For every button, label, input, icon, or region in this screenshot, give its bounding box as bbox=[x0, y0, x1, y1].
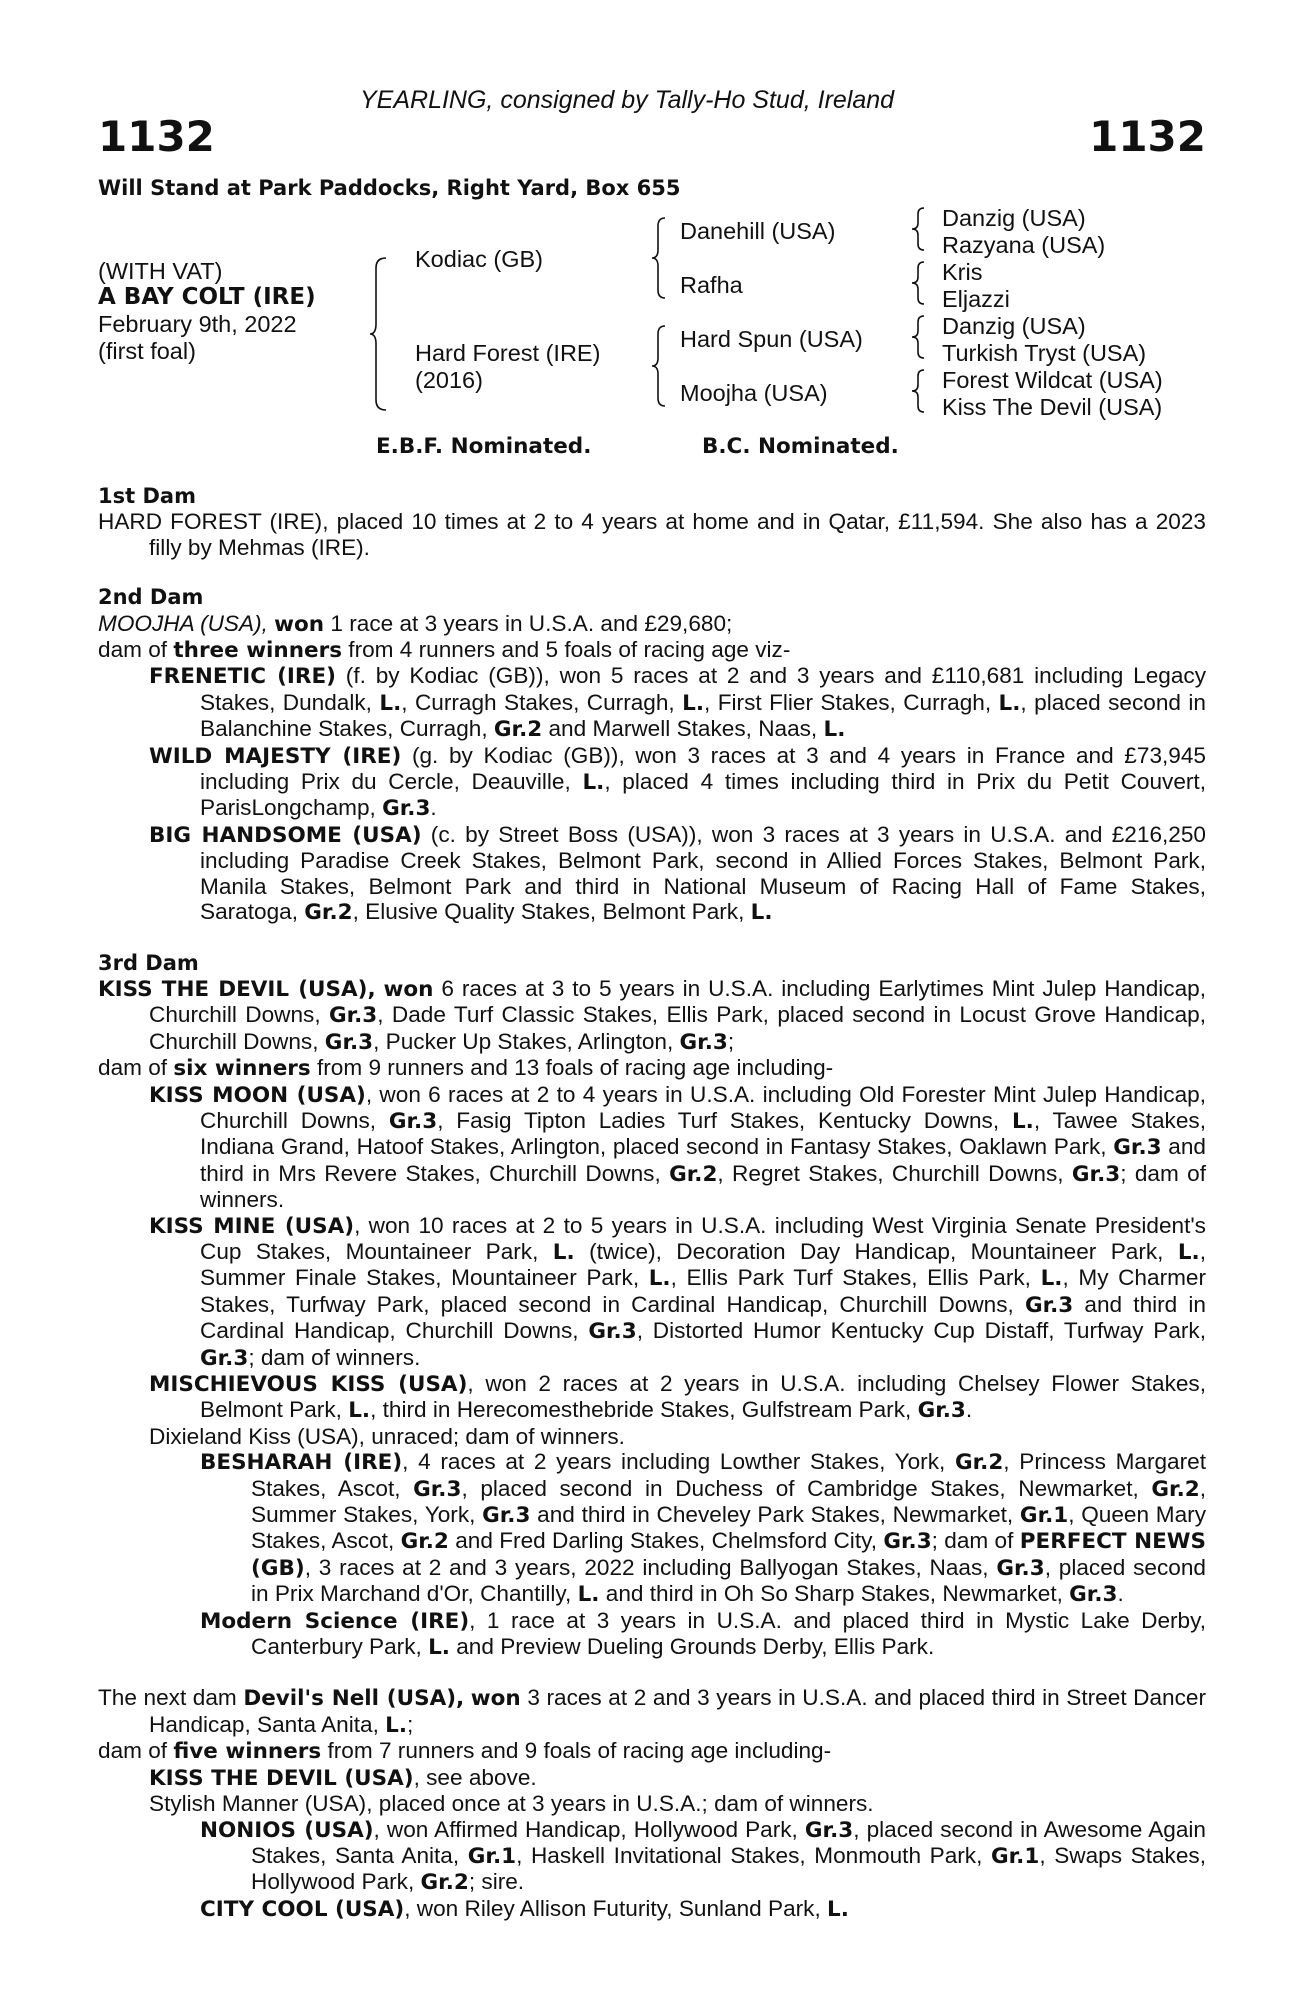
grand-progeny-nonios: NONIOS (USA), won Affirmed Handicap, Hollywood Park, Gr.3, placed second in Awesome Again Stakes, Santa Anita, Gr.1, Haskell Invitational Stakes, Monmouth Park, Gr.1, Swaps Stakes, Hollywood Park, Gr.2; sire. bbox=[200, 1816, 1206, 1896]
bracket-g3-4 bbox=[910, 368, 928, 414]
first-dam-text: HARD FOREST (IRE), placed 10 times at 2 to 4 years at home and in Qatar, £11,594. She also has a 2023 filly by Mehmas (IRE). bbox=[98, 509, 1206, 560]
dam-dam: Moojha (USA) bbox=[680, 380, 828, 406]
progeny-mischievous-kiss: MISCHIEVOUS KISS (USA), won 2 races at 2 years in U.S.A. including Chelsey Flower Stakes, Belmont Park, L., third in Herecomesthebride Stakes, Gulfstream Park, Gr.3. bbox=[149, 1371, 1207, 1424]
third-dam-heading: 3rd Dam bbox=[98, 950, 199, 975]
progeny-kiss-moon: KISS MOON (USA), won 6 races at 2 to 4 years in U.S.A. including Old Forester Mint Julep Handicap, Churchill Downs, Gr.3, Fasig Tipton Ladies Turf Stakes, Kentucky Downs, L., Tawee Stakes, Indiana Grand, Hatoof Stakes, Arlington, placed second in Fantasy Stakes, Oaklawn Park, Gr.3 and third in Mrs Revere Stakes, Churchill Downs, Gr.2, Regret Stakes, Churchill Downs, Gr.3; dam of winners. bbox=[149, 1081, 1207, 1213]
bracket-sire bbox=[650, 216, 670, 300]
second-dam-produce: dam of three winners from 4 runners and 5 foals of racing age viz- bbox=[98, 637, 791, 664]
bracket-dam bbox=[650, 324, 670, 408]
sire-dam: Rafha bbox=[680, 272, 743, 298]
consignment-line: YEARLING, consigned by Tally-Ho Stud, Ireland bbox=[360, 86, 895, 114]
dam-sire: Hard Spun (USA) bbox=[680, 326, 863, 352]
bc-nomination: B.C. Nominated. bbox=[702, 434, 899, 459]
first-dam-heading: 1st Dam bbox=[98, 484, 196, 508]
progeny-kiss-mine: KISS MINE (USA), won 10 races at 2 to 5 years in U.S.A. including West Virginia Senate President's Cup Stakes, Mountaineer Park, L. (twice), Decoration Day Handicap, Mountaineer Park, L., Summer Finale Stakes, Mountaineer Park, L., Ellis Park Turf Stakes, Ellis Park, L., My Charmer Stakes, Turfway Park, placed second in Cardinal Handicap, Churchill Downs, Gr.3 and third in Cardinal Handicap, Churchill Downs, Gr.3, Distorted Humor Kentucky Cup Distaff, Turfway Park, Gr.3; dam of winners. bbox=[149, 1212, 1206, 1371]
g3-8: Kiss The Devil (USA) bbox=[942, 394, 1163, 420]
progeny-kiss-the-devil: KISS THE DEVIL (USA), see above. bbox=[149, 1764, 537, 1791]
second-dam-heading: 2nd Dam bbox=[98, 585, 204, 610]
grand-progeny-city-cool: CITY COOL (USA), won Riley Allison Futurity, Sunland Park, L. bbox=[200, 1895, 849, 1922]
progeny-frenetic: FRENETIC (IRE) (f. by Kodiac (GB)), won 5 races at 2 and 3 years and £110,681 including Legacy Stakes, Dundalk, L., Curragh Stakes, Curragh, L., First Flier Stakes, Curragh, L., placed second in Balanchine Stakes, Curragh, Gr.2 and Marwell Stakes, Naas, L. bbox=[149, 663, 1207, 743]
g3-7: Forest Wildcat (USA) bbox=[942, 367, 1163, 393]
third-dam-name: KISS THE DEVIL (USA), bbox=[98, 976, 376, 1002]
foal-note: (first foal) bbox=[98, 338, 196, 364]
g3-1: Danzig (USA) bbox=[942, 205, 1086, 231]
progeny-stylish-manner: Stylish Manner (USA), placed once at 3 years in U.S.A.; dam of winners. bbox=[149, 1791, 874, 1817]
dam-year: (2016) bbox=[415, 367, 483, 393]
grand-progeny-besharah: BESHARAH (IRE), 4 races at 2 years including Lowther Stakes, York, Gr.2, Princess Margaret Stakes, Ascot, Gr.3, placed second in Duchess of Cambridge Stakes, Newmarket, Gr.2, Summer Stakes, York, Gr.3 and third in Cheveley Park Stakes, Newmarket, Gr.1, Queen Mary Stakes, Ascot, Gr.2 and Fred Darling Stakes, Chelmsford City, Gr.3; dam of PERFECT NEWS (GB), 3 races at 2 and 3 years, 2022 including Ballyogan Stakes, Naas, Gr.3, placed second in Prix Marchand d'Or, Chantilly, L. and third in Oh So Sharp Stakes, Newmarket, Gr.3. bbox=[200, 1449, 1206, 1608]
bracket-g3-2 bbox=[910, 260, 928, 306]
bracket-g3-3 bbox=[910, 314, 928, 360]
ebf-nomination: E.B.F. Nominated. bbox=[376, 434, 592, 459]
lot-number-left: 1132 bbox=[98, 112, 215, 161]
g3-4: Eljazzi bbox=[942, 286, 1010, 312]
bracket-main bbox=[368, 256, 390, 412]
sire: Kodiac (GB) bbox=[415, 246, 543, 272]
g3-2: Razyana (USA) bbox=[942, 232, 1106, 258]
horse-name: A BAY COLT (IRE) bbox=[98, 284, 316, 310]
dam: Hard Forest (IRE) bbox=[415, 340, 601, 366]
progeny-big-handsome: BIG HANDSOME (USA) (c. by Street Boss (USA)), won 3 races at 3 years in U.S.A. and £216,250 including Paradise Creek Stakes, Belmont Park, second in Allied Forces Stakes, Belmont Park, Manila Stakes, Belmont Park and third in National Museum of Racing Hall of Fame Stakes, Saratoga, Gr.2, Elusive Quality Stakes, Belmont Park, L. bbox=[149, 821, 1206, 926]
next-dam-produce: dam of five winners from 7 runners and 9 foals of racing age including- bbox=[98, 1738, 832, 1765]
progeny-dixieland-kiss: Dixieland Kiss (USA), unraced; dam of winners. bbox=[149, 1423, 625, 1449]
second-dam-name: MOOJHA (USA), bbox=[98, 610, 268, 636]
g3-6: Turkish Tryst (USA) bbox=[942, 340, 1147, 366]
grand-progeny-modern-science: Modern Science (IRE), 1 race at 3 years in U.S.A. and placed third in Mystic Lake Derby, Canterbury Park, L. and Preview Dueling Grounds Derby, Ellis Park. bbox=[200, 1607, 1206, 1661]
foaling-date: February 9th, 2022 bbox=[98, 311, 297, 337]
vat-note: (WITH VAT) bbox=[98, 258, 223, 284]
third-dam-record: KISS THE DEVIL (USA), won 6 races at 3 to 5 years in U.S.A. including Earlytimes Mint Julep Handicap, Churchill Downs, Gr.3, Dade Turf Classic Stakes, Ellis Park, placed second in Locust Grove Handicap, Churchill Downs, Gr.3, Pucker Up Stakes, Arlington, Gr.3; bbox=[98, 975, 1206, 1055]
sire-sire: Danehill (USA) bbox=[680, 218, 836, 244]
catalogue-text bbox=[98, 484, 1206, 1922]
second-dam-won: won bbox=[274, 611, 325, 637]
progeny-wild-majesty: WILD MAJESTY (IRE) (g. by Kodiac (GB)), won 3 races at 3 and 4 years in France and £73,945 including Prix du Cercle, Deauville, L., placed 4 times including third in Prix du Petit Couvert, ParisLongchamp, Gr.3. bbox=[149, 742, 1206, 822]
second-dam-record: MOOJHA (USA), won 1 race at 3 years in U.S.A. and £29,680; bbox=[98, 610, 733, 637]
next-dam-record: The next dam Devil's Nell (USA), won 3 races at 2 and 3 years in U.S.A. and placed third in Street Dancer Handicap, Santa Anita, L.; bbox=[98, 1685, 1207, 1738]
g3-3: Kris bbox=[942, 259, 983, 285]
lot-number-right: 1132 bbox=[1089, 112, 1206, 161]
third-dam-produce: dam of six winners from 9 runners and 13 foals of racing age including- bbox=[98, 1055, 834, 1082]
g3-5: Danzig (USA) bbox=[942, 313, 1086, 339]
stand-location: Will Stand at Park Paddocks, Right Yard, Box 655 bbox=[98, 176, 681, 200]
bracket-g3-1 bbox=[910, 206, 928, 252]
